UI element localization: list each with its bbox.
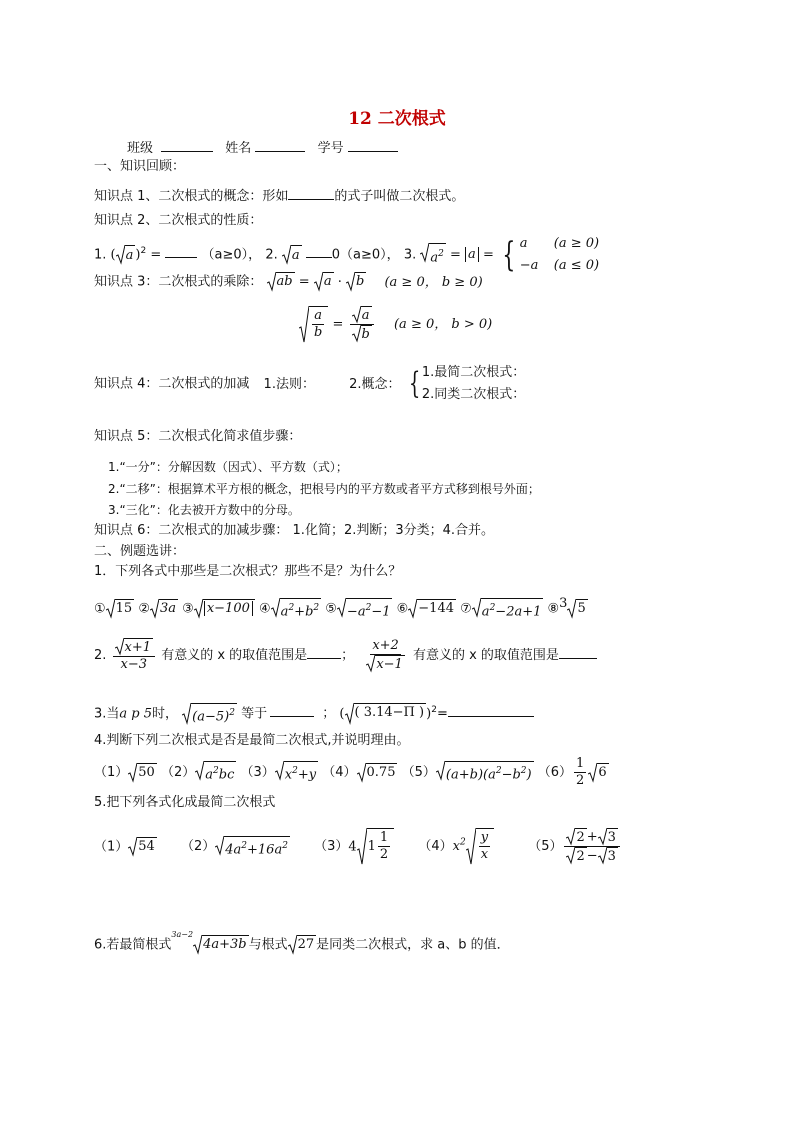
q2-blank-1[interactable]: [307, 645, 341, 659]
prop1-blank[interactable]: [165, 244, 197, 258]
prop2-blank[interactable]: [306, 244, 332, 258]
name-label: 姓名: [225, 141, 252, 156]
q3-condition: a p 5: [119, 706, 153, 722]
id-label: 学号: [317, 141, 344, 156]
piecewise-brace: {: [502, 234, 516, 275]
q5-text: 5.把下列各式化成最简二次根式: [94, 795, 276, 810]
kp4-item1: 1.最简二次根式：: [421, 365, 526, 380]
q5-expressions: （1） 54 （2） $4a^2+16a^2$ （3）4 1 $\frac{1}{2}$ $(4)x^2$ $\frac{y}{x}$ （5） 2 + 3 2 − 3: [94, 820, 622, 866]
q4-text: 4.判断下列二次根式是否是最简二次根式,并说明理由。: [94, 733, 410, 748]
sqrt-a-radical: a: [116, 245, 136, 265]
properties-line: 1. ( a )$^2$ = （a≥0）， 2. a 0（a≥0）， 3. $a^2$ = a = { a (a ≥ 0) −a (a ≤ 0): [94, 234, 600, 275]
prop2-cond: 0（a≥0），: [331, 247, 400, 263]
id-blank[interactable]: [348, 138, 398, 152]
kp5-step-2: 2.“二移”：根据算术平方根的概念，把根号内的平方数或者平方式移到根号外面；: [108, 482, 540, 496]
kp4-item2: 2.同类二次根式：: [421, 387, 526, 402]
q4-expressions: （1） 50 （2） $a^2bc$ （3） $x^2+y$ （4） 0.75 （5） $(a+b)(a^2-b^2)$ （6） $\frac{1}{2}$ 6: [94, 756, 607, 788]
kp4-line: [94, 362, 525, 402]
sqrt-a-squared-radical: $a^2$: [420, 243, 446, 267]
q6-root-index: 3a−2: [171, 930, 194, 939]
kp1-text-end: 的式子叫做二次根式。: [334, 189, 465, 204]
kp4-label: 知识点 4：二次根式的加减: [94, 376, 250, 392]
prop1-number: 1.: [94, 247, 107, 263]
section-examples-heading: 二、例题选讲：: [94, 544, 186, 559]
kp4-concept: 2.概念：: [349, 376, 401, 392]
kp5-step-1: 1.“一分”：分解因数（因式）、平方数（式）；: [108, 460, 348, 474]
kp3-line: 知识点 3：二次根式的乘除： ab = a · b (a ≥ 0， b ≥ 0): [94, 272, 483, 292]
piecewise-cases: a (a ≥ 0) −a (a ≤ 0): [519, 235, 600, 273]
q1-expressions: ① 15 ② 3a ③ x−100 ④ $a^2+b^2$ ⑤ $-a^2-1$ ⑥ −144 ⑦ $a^2-2a+1$ ⑧$^3$ 5: [94, 596, 586, 619]
class-label: 班级: [127, 141, 154, 156]
name-blank[interactable]: [255, 138, 305, 152]
kp1-blank[interactable]: [288, 186, 334, 200]
kp1-text: 知识点 1、二次根式的概念：形如: [94, 189, 289, 204]
q1-text: 1．下列各式中那些是二次根式？那些不是？为什么？: [94, 564, 402, 579]
kp5-line: 知识点 5：二次根式化简求值步骤：: [94, 429, 302, 444]
class-blank[interactable]: [161, 138, 213, 152]
kp3-label: 知识点 3：二次根式的乘除：: [94, 274, 263, 290]
kp4-items: [422, 362, 525, 406]
q3-blank-1[interactable]: [270, 703, 314, 717]
kp3-cond1: (a ≥ 0， b ≥ 0): [384, 274, 483, 290]
kp5-step-3: 3.“三化”：化去被开方数中的分母。: [108, 503, 300, 517]
q2-number: 2.: [94, 648, 107, 663]
prop3-number: 3.: [403, 247, 417, 263]
kp2-line: 知识点 2、二次根式的性质：: [94, 213, 263, 228]
prop2-number: 2.: [265, 247, 278, 263]
q2-blank-2[interactable]: [559, 645, 597, 659]
kp4-brace: {: [408, 366, 420, 401]
q6-line: 6.若最简根式$^{3a-2}$ 4a+3b 与根式 27 是同类二次根式，求 a、b 的值．: [94, 926, 510, 956]
student-info-row: [127, 138, 398, 158]
kp3-cond2: (a ≥ 0， b > 0): [393, 317, 493, 332]
q3-blank-2[interactable]: [448, 703, 534, 717]
kp6-line: 知识点 6：二次根式的加减步骤： 1.化简；2.判断；3分类；4.合并。: [94, 523, 495, 538]
page-title: 12 二次根式: [348, 109, 446, 129]
q2-line: 2. $\frac{x+1}{x-3}$ 有意义的 x 的取值范围是 ； $\frac{x+2}{x-1}$ 有意义的 x 的取值范围是: [94, 634, 597, 678]
kp4-rule: 1.法则：: [263, 376, 315, 392]
prop1-cond: （a≥0），: [201, 247, 262, 263]
q3-line: 3.当a p 5时， $(a-5)^2$ 等于 ； ( ( 3.14−Π ) )$^2$=: [94, 698, 534, 726]
section-review-heading: 一、知识回顾：: [94, 159, 186, 174]
kp1-line: [94, 186, 464, 206]
kp3-division-formula: $\frac{a}{b}$ = $\frac{a}{b}$ (a ≥ 0， b > 0): [299, 304, 492, 346]
sqrt-a-radical-2: a: [282, 245, 302, 265]
